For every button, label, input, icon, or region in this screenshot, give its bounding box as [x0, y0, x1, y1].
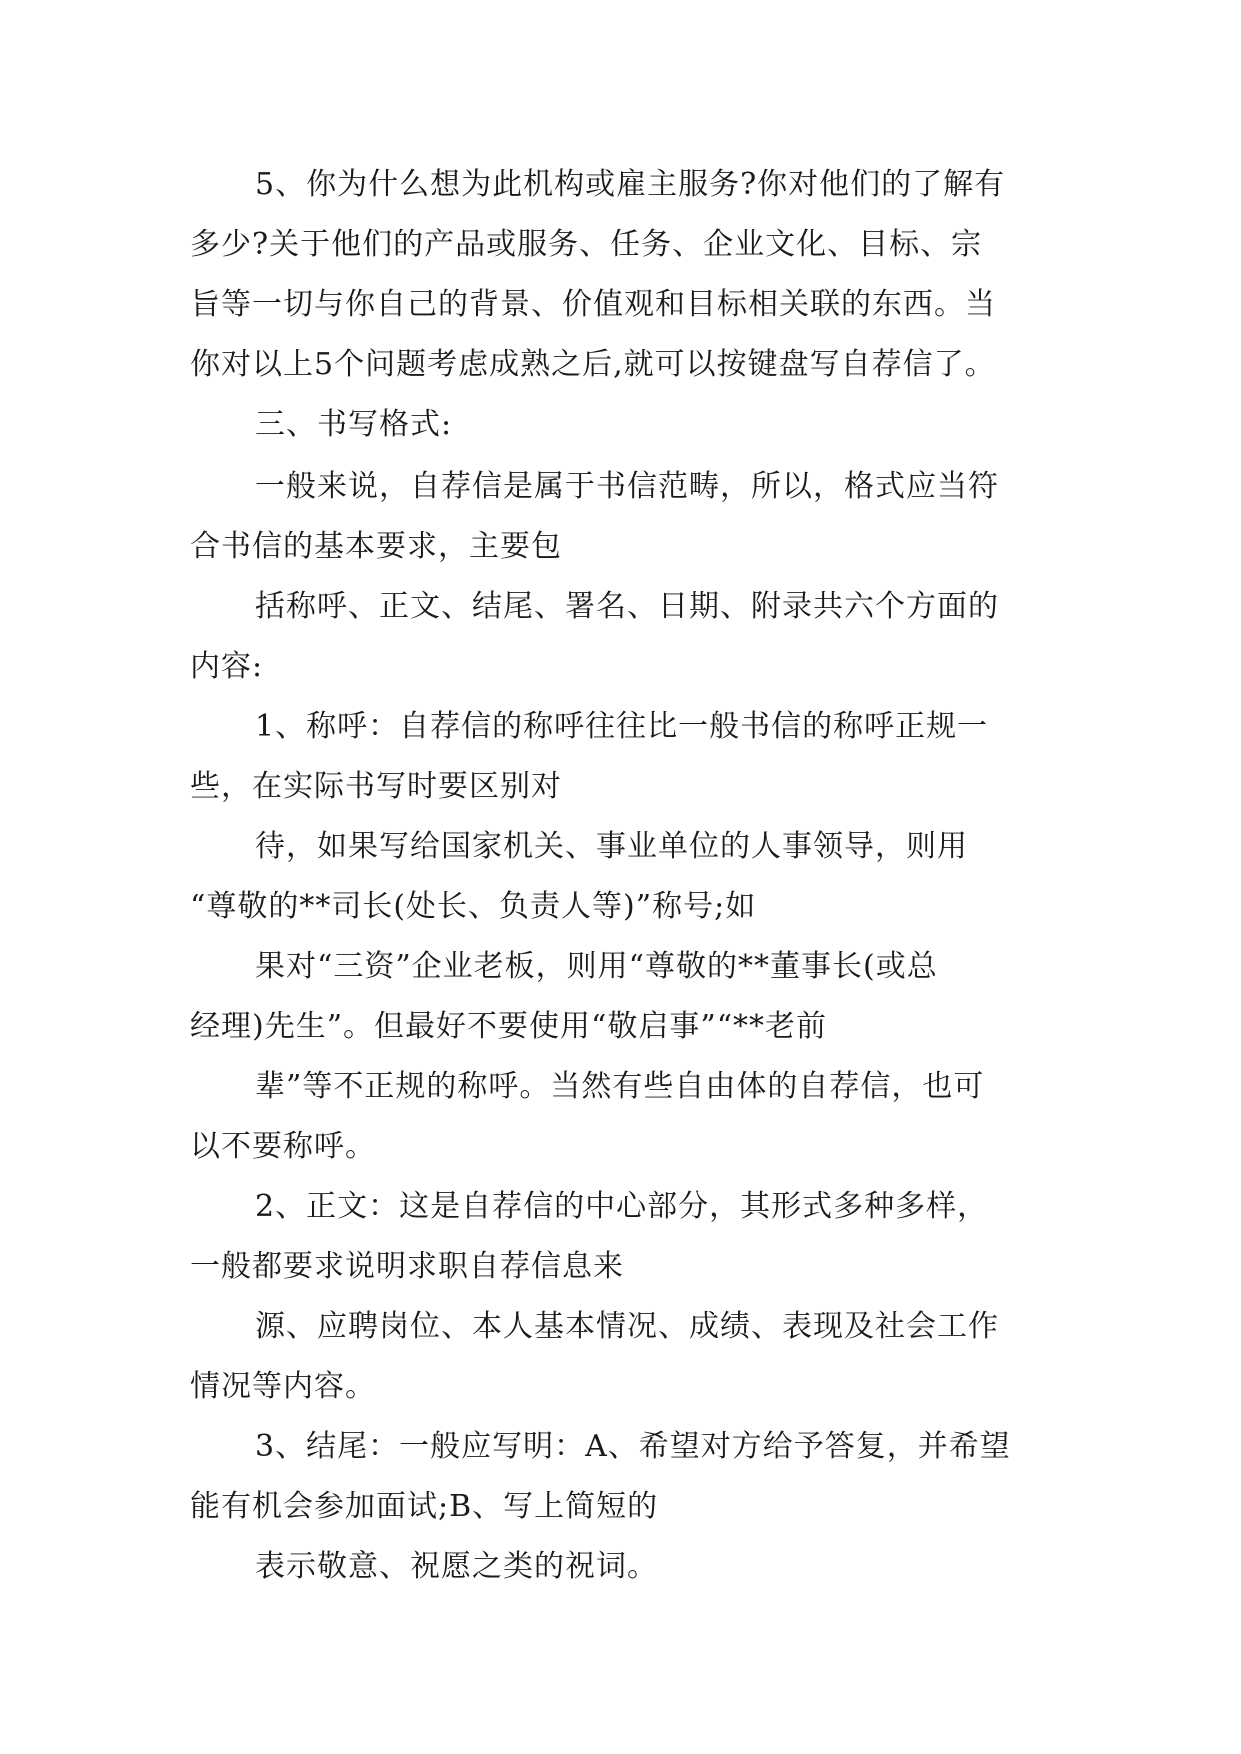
text-line: 合书信的基本要求，主要包: [190, 529, 562, 564]
text-line: 源、应聘岗位、本人基本情况、成绩、表现及社会工作: [255, 1309, 999, 1344]
text-line: 内容:: [190, 649, 264, 684]
text-line: 1、称呼：自荐信的称呼往往比一般书信的称呼正规一: [255, 709, 989, 744]
text-line: 一般都要求说明求职自荐信息来: [190, 1249, 624, 1284]
text-line: 表示敬意、祝愿之类的祝词。: [255, 1549, 658, 1584]
text-line: 待，如果写给国家机关、事业单位的人事领导，则用: [255, 829, 968, 864]
text-line: 能有机会参加面试;B、写上简短的: [190, 1489, 659, 1524]
text-line: 2、正文：这是自荐信的中心部分，其形式多种多样，: [255, 1189, 989, 1224]
text-line: “尊敬的**司长(处长、负责人等)”称号;如: [190, 889, 757, 924]
text-line: 旨等一切与你自己的背景、价值观和目标相关联的东西。当: [190, 287, 996, 322]
text-line: 果对“三资”企业老板，则用“尊敬的**董事长(或总: [255, 949, 938, 984]
text-line: 以不要称呼。: [190, 1129, 376, 1164]
text-line: 括称呼、正文、结尾、署名、日期、附录共六个方面的: [255, 589, 999, 624]
text-line: 辈”等不正规的称呼。当然有些自由体的自荐信，也可: [255, 1069, 985, 1104]
text-line: 情况等内容。: [190, 1369, 376, 1404]
section-heading: 三、书写格式:: [255, 407, 453, 442]
text-line: 3、结尾：一般应写明：A、希望对方给予答复，并希望: [255, 1429, 1011, 1464]
text-line: 些，在实际书写时要区别对: [190, 769, 562, 804]
text-line: 一般来说，自荐信是属于书信范畴，所以，格式应当符: [255, 469, 999, 504]
text-line: 5、你为什么想为此机构或雇主服务?你对他们的了解有: [255, 167, 1006, 202]
text-line: 你对以上5个问题考虑成熟之后,就可以按键盘写自荐信了。: [190, 347, 996, 382]
text-line: 多少?关于他们的产品或服务、任务、企业文化、目标、宗: [190, 227, 983, 262]
text-line: 经理)先生”。但最好不要使用“敬启事”“**老前: [190, 1009, 828, 1044]
